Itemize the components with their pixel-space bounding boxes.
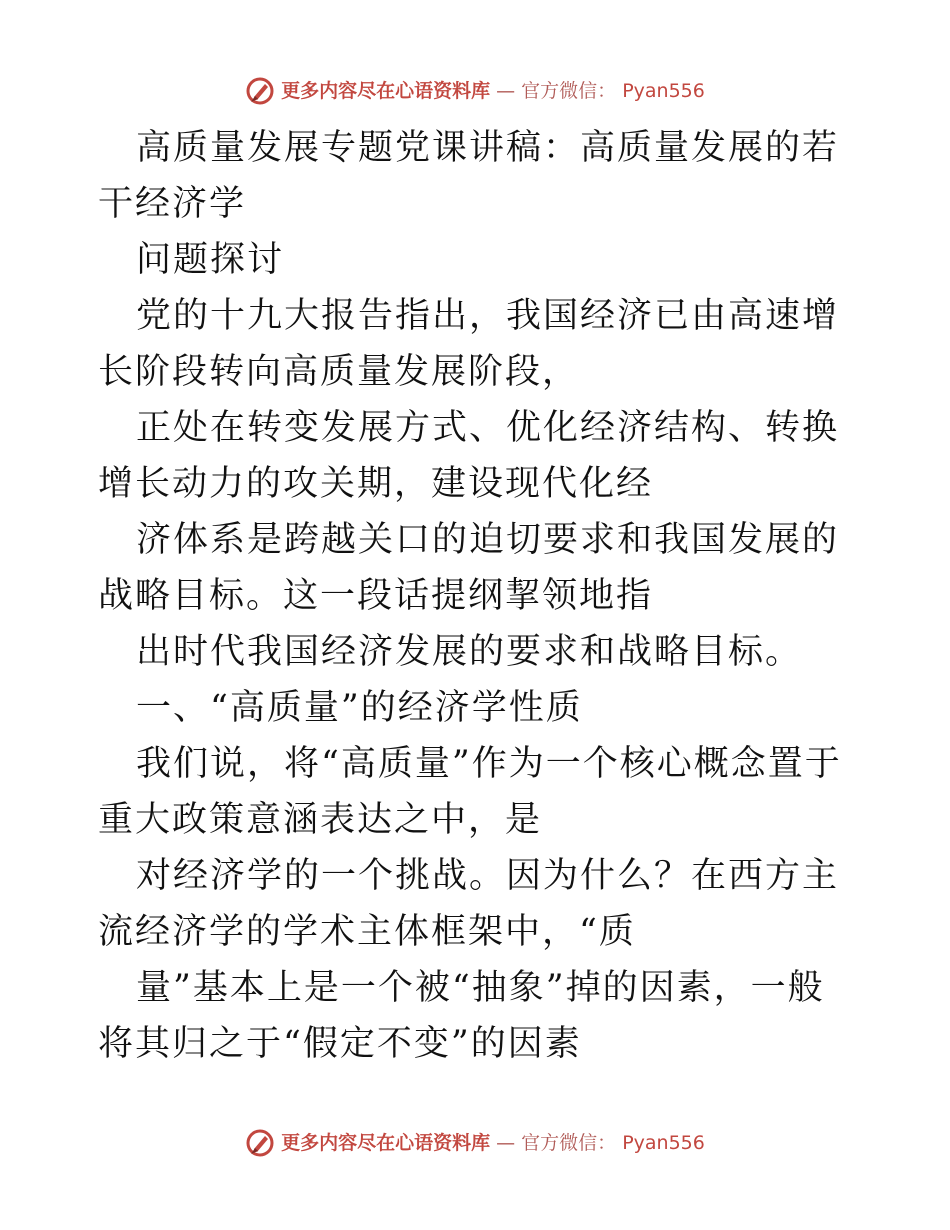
watermark-site-text: 更多内容尽在心语资料库 xyxy=(281,80,491,102)
watermark-wechat-id: Pyan556 xyxy=(622,80,705,102)
paragraph: 党的十九大报告指出，我国经济已由高速增长阶段转向高质量发展阶段， xyxy=(98,296,840,392)
paragraph: 量”基本上是一个被“抽象”掉的因素，一般将其归之于“假定不变”的因素 xyxy=(98,968,825,1064)
section-heading: 一、“高质量”的经济学性质 xyxy=(136,688,583,728)
watermark-wechat-id: Pyan556 xyxy=(622,1132,705,1154)
watermark-wechat-label: 官方微信： xyxy=(521,80,617,102)
watermark-dash: — xyxy=(496,1132,516,1154)
watermark-site-text: 更多内容尽在心语资料库 xyxy=(281,1132,491,1154)
paragraph: 我们说，将“高质量”作为一个核心概念置于重大政策意涵表达之中，是 xyxy=(98,744,842,840)
pen-logo-icon xyxy=(245,1128,275,1158)
paragraph: 济体系是跨越关口的迫切要求和我国发展的战略目标。这一段话提纲挈领地指 xyxy=(98,520,840,616)
footer-watermark xyxy=(0,1128,950,1158)
watermark-dash: — xyxy=(496,80,516,102)
header-watermark xyxy=(0,76,950,106)
paragraph: 对经济学的一个挑战。因为什么？在西方主流经济学的学术主体框架中，“质 xyxy=(98,856,840,952)
pen-logo-icon xyxy=(245,76,275,106)
document-body xyxy=(98,120,858,1072)
paragraph: 高质量发展专题党课讲稿：高质量发展的若干经济学 xyxy=(98,128,840,224)
paragraph: 正处在转变发展方式、优化经济结构、转换增长动力的攻关期，建设现代化经 xyxy=(98,408,840,504)
paragraph: 问题探讨 xyxy=(136,240,285,280)
watermark-wechat-label: 官方微信： xyxy=(521,1132,617,1154)
paragraph: 出时代我国经济发展的要求和战略目标。 xyxy=(136,632,803,672)
